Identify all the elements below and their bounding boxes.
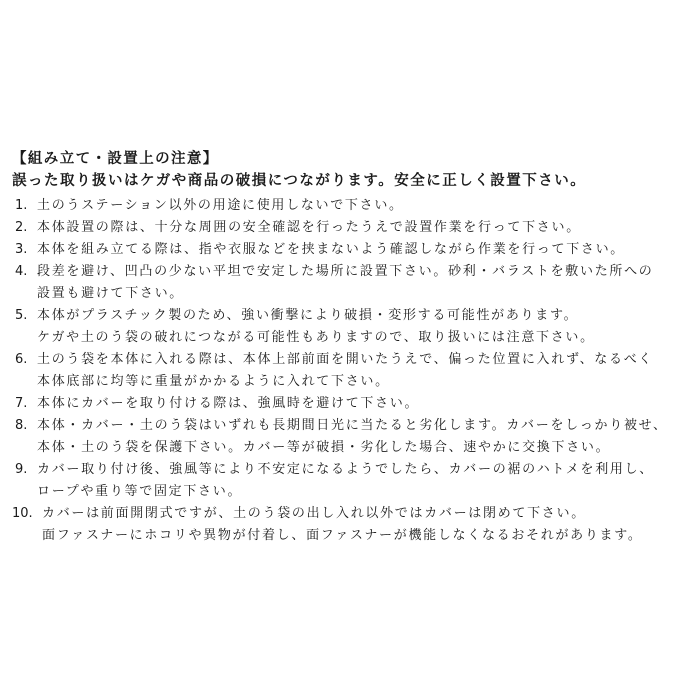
notice-item <box>12 415 692 459</box>
notice-item-line: 設置も避けて下さい。 <box>37 286 185 301</box>
notice-item-text <box>37 459 692 503</box>
notice-item <box>12 459 692 503</box>
notice-item <box>12 261 692 305</box>
notice-item <box>12 217 692 239</box>
notice-item-number: 1. <box>15 198 28 213</box>
notice-item-line: 土のう袋を本体に入れる際は、本体上部前面を開いたうえで、偏った位置に入れず、なるべく <box>37 352 654 367</box>
notice-item <box>12 305 692 349</box>
notice-item-line: ケガや土のう袋の破れにつながる可能性もありますので、取り扱いには注意下さい。 <box>37 330 595 345</box>
assembly-notice <box>12 148 692 547</box>
notice-item-text <box>37 415 692 459</box>
notice-item-line: カバーは前面開閉式ですが、土のう袋の出し入れ以外ではカバーは閉めて下さい。 <box>42 506 586 521</box>
notice-heading: 【組み立て・設置上の注意】 <box>12 151 219 167</box>
notice-item-line: 面ファスナーにホコリや異物が付着し、面ファスナーが機能しなくなるおそれがあります。 <box>42 528 643 543</box>
notice-item <box>12 393 692 415</box>
notice-item-text <box>42 503 692 547</box>
notice-item-text <box>37 239 692 261</box>
notice-item-text <box>37 305 692 349</box>
notice-item <box>12 195 692 217</box>
notice-item-number: 7. <box>15 396 28 411</box>
notice-item-text <box>37 349 692 393</box>
notice-item <box>12 239 692 261</box>
notice-item-line: 本体を組み立てる際は、指や衣服などを挟まないよう確認しながら作業を行って下さい。 <box>37 242 626 257</box>
notice-item-text <box>37 217 692 239</box>
notice-item-number: 2. <box>15 220 28 235</box>
notice-item-line: 本体設置の際は、十分な周囲の安全確認を行ったうえで設置作業を行って下さい。 <box>37 220 581 235</box>
notice-item-number: 9. <box>15 462 28 477</box>
notice-item-line: 本体・カバー・土のう袋はいずれも長期間日光に当たると劣化します。カバーをしっかり被せ、 <box>37 418 668 433</box>
notice-item-number: 5. <box>15 308 28 323</box>
notice-item-line: 本体にカバーを取り付ける際は、強風時を避けて下さい。 <box>37 396 420 411</box>
notice-item-line: カバー取り付け後、強風等により不安定になるようでしたら、カバーの裾のハトメを利用し、 <box>37 462 655 477</box>
notice-item-number: 8. <box>15 418 28 433</box>
notice-item-number: 10. <box>12 506 33 521</box>
notice-intro: 誤った取り扱いはケガや商品の破損につながります。安全に正しく設置下さい。 <box>12 173 587 189</box>
notice-item-line: 本体底部に均等に重量がかかるように入れて下さい。 <box>37 374 390 389</box>
notice-list <box>12 195 692 547</box>
notice-item-line: 土のうステーション以外の用途に使用しないで下さい。 <box>37 198 404 213</box>
notice-item <box>12 349 692 393</box>
notice-item-line: 段差を避け、凹凸の少ない平坦で安定した場所に設置下さい。砂利・バラストを敷いた所への <box>37 264 654 279</box>
notice-item-number: 6. <box>15 352 28 367</box>
notice-item-text <box>37 393 692 415</box>
notice-item-line: 本体がプラスチック製のため、強い衝撃により破損・変形する可能性があります。 <box>37 308 579 323</box>
notice-item <box>12 503 692 547</box>
notice-item-number: 3. <box>15 242 28 257</box>
notice-item-text <box>37 195 692 217</box>
notice-item-number: 4. <box>15 264 28 279</box>
notice-item-line: 本体・土のう袋を保護下さい。カバー等が破損・劣化した場合、速やかに交換下さい。 <box>37 440 611 455</box>
notice-item-text <box>37 261 692 305</box>
notice-item-line: ロープや重り等で固定下さい。 <box>37 484 243 499</box>
